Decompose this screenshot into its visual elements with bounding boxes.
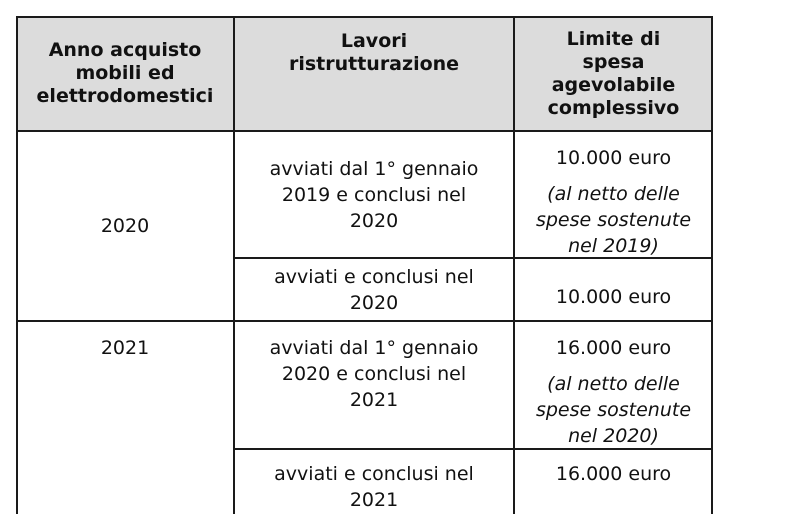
year-2020: 2020 [100,215,150,237]
limit-note-line: (al netto delle [547,183,680,205]
works-line: 2019 e conclusi nel [281,183,467,206]
year-cell-2021 [16,321,234,514]
header-limit-line: complessivo [547,96,680,119]
limit-note-line: spese sostenute [535,209,692,231]
sub-row-divider [233,257,713,259]
works-line: avviati dal 1° gennaio [269,157,479,180]
row-divider [16,320,713,322]
table-border-right [711,16,713,514]
limit-amount: 10.000 euro [555,286,672,308]
column-divider [233,16,235,514]
header-year-line: Anno acquisto [48,39,202,61]
year-cell-2020 [16,131,234,321]
works-cell [234,258,514,321]
header-limit [514,16,713,131]
header-works [234,16,514,131]
header-limit-line: agevolabile [551,73,676,96]
limit-cell [514,131,713,258]
works-line: 2021 [349,489,399,511]
works-cell [234,131,514,258]
works-line: avviati e conclusi nel [274,265,474,288]
header-year [16,16,234,131]
works-line: avviati dal 1° gennaio [269,337,479,359]
works-line: avviati e conclusi nel [274,463,474,485]
limit-amount: 10.000 euro [555,147,672,169]
table-border-top [16,16,713,18]
works-line: 2020 e conclusi nel [281,363,467,385]
table-border-left [16,16,18,514]
limit-cell [514,258,713,321]
limit-note-line: spese sostenute [535,399,692,421]
works-line: 2020 [349,291,399,314]
sub-row-divider [233,448,713,450]
limit-amount: 16.000 euro [555,463,672,485]
works-cell [234,449,514,514]
year-2021: 2021 [100,337,150,359]
header-limit-line: Limite di [566,27,661,50]
expense-limit-table [16,16,713,514]
limit-note-line: nel 2019) [568,235,659,257]
header-limit-line: spesa [582,50,645,73]
header-bottom-rule [16,130,713,132]
header-works-line: ristrutturazione [288,53,460,75]
limit-note-line: nel 2020) [568,425,659,447]
limit-cell [514,449,713,514]
works-cell [234,321,514,449]
header-year-line: elettrodomestici [36,85,214,107]
column-divider [513,16,515,514]
works-line: 2021 [349,389,399,411]
limit-note-line: (al netto delle [547,373,680,395]
works-line: 2020 [349,209,399,232]
header-year-line: mobili ed [75,62,175,84]
limit-cell [514,321,713,449]
limit-amount: 16.000 euro [555,337,672,359]
header-works-line: Lavori [340,30,408,52]
